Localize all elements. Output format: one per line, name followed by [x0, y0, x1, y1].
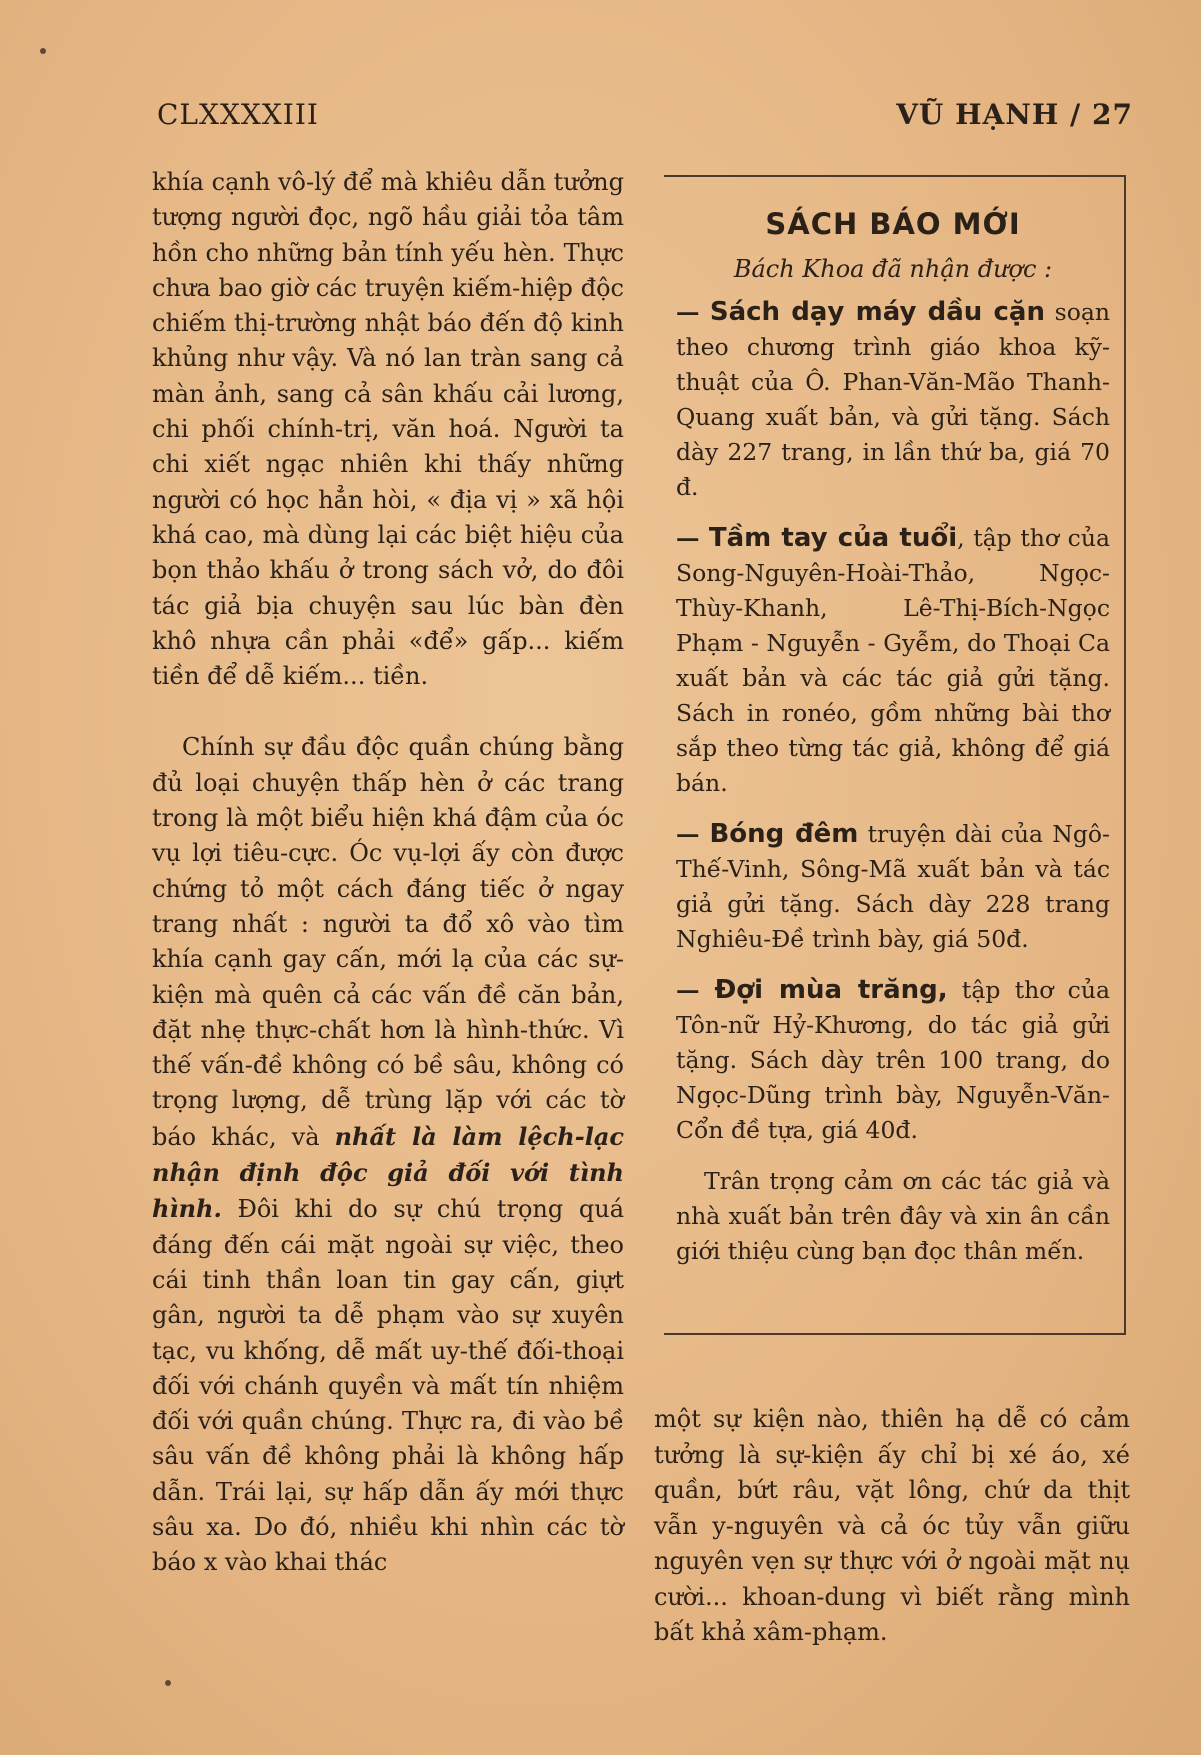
entry-dash: —: [676, 524, 709, 552]
left-paragraph-2-part-a: Chính sự đầu độc quần chúng bằng đủ loại chuyện thấp hèn ở các trang trong là một biểu hiện khá đậm của óc vụ lợi tiêu-cực. Óc vụ-lợi ấy còn được chứng tỏ một cách đáng tiếc ở ngay trang nhất : người ta đổ xô vào tìm khía cạnh gay cấn, mới lạ của các sự-kiện mà quên cả các vấn đề căn bản, đặt nhẹ thực-chất hơn là hình-thức. Vì thế vấn-đề không có bề sâu, không có trọng lượng, dễ trùng lặp với các tờ báo khác, và: [152, 733, 624, 1151]
book-title: Sách dạy máy dầu cặn: [709, 297, 1045, 327]
thanks-note: Trân trọng cảm ơn các tác giả và nhà xuất bản trên đây và xin ân cần giới thiệu cùng bạn đọc thân mến.: [676, 1167, 1110, 1265]
box-title: SÁCH BÁO MỚI: [765, 207, 1021, 241]
right-paragraph: một sự kiện nào, thiên hạ dễ có cảm tưởng là sự-kiện ấy chỉ bị xé áo, xé quần, bứt râu, vặt lông, chứ da thịt vẫn y-nguyên và cả óc tủy vẫn giữu nguyên vẹn sự thực với ở ngoài mặt nụ cười... khoan-dung vì biết rằng mình bất khả xâm-phạm.: [654, 1405, 1130, 1646]
book-entry: [676, 973, 1110, 1148]
book-title: Đợi mùa trăng,: [714, 975, 948, 1005]
entry-dash: —: [676, 820, 710, 848]
book-description: truyện dài của Ngô-Thế-Vinh, Sông-Mã xuất bản và tác giả gửi tặng. Sách dày 228 trang Nghiêu-Đề trình bày, giá 50đ.: [676, 820, 1110, 953]
new-books-box: [664, 175, 1126, 1335]
running-header: VŨ HẠNH / 27: [896, 98, 1133, 131]
issue-number: CLXXXXIII: [157, 98, 319, 131]
book-entry: [676, 817, 1110, 957]
box-subtitle: Bách Khoa đã nhận được :: [733, 255, 1053, 283]
book-entry: [676, 295, 1110, 505]
entry-dash: —: [676, 976, 715, 1004]
entry-dash: —: [676, 298, 710, 326]
paper-speck: [40, 48, 46, 54]
new-books-box-content: [676, 207, 1110, 1269]
book-description: soạn theo chương trình giáo khoa kỹ-thuật của Ô. Phan-Văn-Mão Thanh-Quang xuất bản, và gửi tặng. Sách dày 227 trang, in lần thứ ba, giá 70 đ.: [676, 298, 1111, 501]
book-entry: [676, 521, 1110, 801]
book-description: , tập thơ của Song-Nguyên-Hoài-Thảo, Ngọc-Thùy-Khanh, Lê-Thị-Bích-Ngọc Phạm - Nguyễn - Gyễm, do Thoại Ca xuất bản và các tác giả gửi tặng. Sách in ronéo, gồm những bài thơ sắp theo từng tác giả, không để giá bán.: [676, 524, 1110, 797]
paper-speck: [165, 1680, 171, 1686]
left-paragraph-2-part-b: Đôi khi do sự chú trọng quá đáng đến cái mặt ngoài sự việc, theo cái tinh thần loan tin gay cấn, giựt gân, người ta dễ phạm vào sự xuyên tạc, vu khống, dễ mất uy-thế đối-thoại đối với chánh quyền và mất tín nhiệm đối với quần chúng. Thực ra, đi vào bề sâu vấn đề không phải là không hấp dẫn. Trái lại, sự hấp dẫn ấy mới thực sâu xa. Do đó, nhiều khi nhìn các tờ báo x vào khai thác: [152, 1195, 624, 1577]
left-column: [152, 165, 624, 1581]
left-paragraph-1: khía cạnh vô-lý để mà khiêu dẫn tưởng tượng người đọc, ngõ hầu giải tỏa tâm hồn cho những bản tính yếu hèn. Thực chưa bao giờ các truyện kiếm-hiệp độc chiếm thị-trường nhật báo đến độ kinh khủng như vậy. Và nó lan tràn sang cả màn ảnh, sang cả sân khấu cải lương, chi phối chính-trị, văn hoá. Người ta chi xiết ngạc nhiên khi thấy những người có học hẳn hòi, « địa vị » xã hội khá cao, mà dùng lại các biệt hiệu của bọn thảo khấu ở trong sách vở, do đôi tác giả bịa chuyện sau lúc bàn đèn khô nhựa cần phải «để» gấp... kiếm tiền để dễ kiếm... tiền.: [152, 168, 624, 691]
right-column-continuation: [654, 1402, 1130, 1651]
left-paragraph-2-italic: nhất là làm lệch-lạc nhận định độc giả đối với tình hình.: [152, 1121, 624, 1224]
book-description: tập thơ của Tôn-nữ Hỷ-Khương, do tác giả gửi tặng. Sách dày trên 100 trang, do Ngọc-Dũng trình bày, Nguyễn-Văn-Cổn đề tựa, giá 40đ.: [676, 976, 1110, 1144]
book-title: Tầm tay của tuổi: [708, 523, 958, 553]
left-paragraph-2: [152, 730, 624, 1580]
book-title: Bóng đêm: [709, 819, 859, 849]
